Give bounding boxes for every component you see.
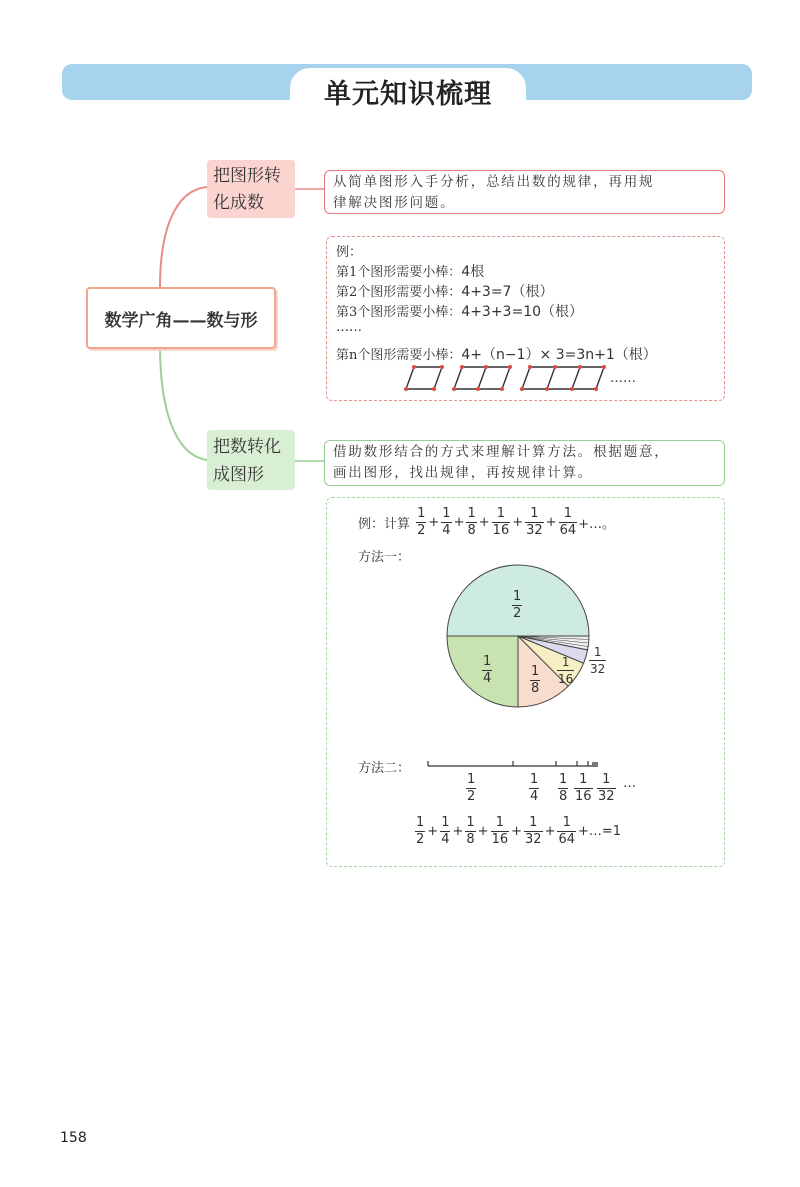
figure-1 bbox=[406, 367, 442, 389]
example-line-1-text: 第1个图形需要小棒： bbox=[336, 265, 462, 280]
series-expression: 例：计算 $\frac{1}{2}$ + $\frac{1}{4}$ + $\frac{1}{8}$ + $\frac{1}{16}$ + $\frac{1}{32}$ + $\frac{1}{64}$ +…。 bbox=[358, 506, 616, 538]
method-2-label: 方法二： bbox=[358, 761, 411, 776]
center-topic bbox=[86, 287, 276, 349]
example-ellipsis: …… bbox=[336, 320, 362, 335]
sum-end: +…=1 bbox=[578, 824, 622, 839]
pie-label-1-16: $\frac{1}{16}$ bbox=[558, 655, 574, 686]
example-line-n-val: 4+（n−1）× 3=3n+1（根） bbox=[461, 347, 657, 363]
note-top-line2: 律解决图形问题。 bbox=[333, 195, 456, 211]
branch-number-to-shape bbox=[207, 430, 295, 490]
line-label-1-32: $\frac{1}{32}$ bbox=[598, 772, 615, 804]
example-line-n-text: 第n个图形需要小棒： bbox=[336, 348, 462, 363]
frac-1-8: $\frac{1}{8}$ bbox=[467, 506, 476, 538]
sum-frac-1-32: $\frac{1}{32}$ bbox=[525, 815, 542, 847]
note-bottom-line2: 画出图形，找出规律，再按规律计算。 bbox=[333, 465, 594, 481]
sum-frac-1-2: $\frac{1}{2}$ bbox=[416, 815, 425, 847]
branch-bottom-line2: 成图形 bbox=[213, 465, 264, 485]
note-shape-to-number bbox=[324, 170, 725, 214]
connector-top bbox=[160, 187, 207, 287]
example-line-3-val: 4+3+3=10（根） bbox=[461, 304, 584, 320]
center-topic-label: 数学广角——数与形 bbox=[104, 310, 258, 331]
page-title: 单元知识梳理 bbox=[324, 79, 492, 110]
series-end: +…。 bbox=[578, 517, 616, 532]
pie-label-1-8: $\frac{1}{8}$ bbox=[531, 664, 540, 696]
sum-frac-1-64: $\frac{1}{64}$ bbox=[558, 815, 576, 847]
example-line-2 bbox=[336, 281, 553, 301]
sum-equation: $\frac{1}{2}$ + $\frac{1}{4}$ + $\frac{1}{8}$ + $\frac{1}{16}$ + $\frac{1}{32}$ + $\frac{1}{64}$ +…=1 bbox=[416, 815, 622, 847]
connector-bottom bbox=[160, 345, 207, 460]
pie-label-1-32: $\frac{1}{32}$ bbox=[590, 645, 606, 676]
sum-frac-1-8: $\frac{1}{8}$ bbox=[466, 815, 475, 847]
sum-frac-1-4: $\frac{1}{4}$ bbox=[441, 815, 450, 847]
frac-1-2: $\frac{1}{2}$ bbox=[417, 506, 426, 538]
branch-top-line1: 把图形转 bbox=[213, 166, 281, 186]
example-line-2-val: 4+3=7（根） bbox=[461, 284, 554, 300]
branch-top-line2: 化成数 bbox=[213, 193, 264, 213]
pie-label-1-4: $\frac{1}{4}$ bbox=[483, 654, 492, 686]
example-line-1 bbox=[336, 261, 484, 281]
example-line-3-text: 第3个图形需要小棒： bbox=[336, 305, 462, 320]
stick-trail: …… bbox=[610, 371, 636, 386]
sum-frac-1-16: $\frac{1}{16}$ bbox=[491, 815, 509, 847]
branch-bottom-line1: 把数转化 bbox=[213, 437, 281, 457]
example-line-n bbox=[336, 344, 657, 364]
line-label-1-2: $\frac{1}{2}$ bbox=[467, 772, 476, 804]
number-line-remainder bbox=[592, 762, 598, 767]
frac-1-16: $\frac{1}{16}$ bbox=[492, 506, 510, 538]
note-number-to-shape bbox=[324, 440, 725, 486]
figure-2 bbox=[454, 367, 510, 389]
note-top-line1: 从简单图形入手分析，总结出数的规律，再用规 bbox=[333, 174, 655, 190]
series-head: 例：计算 bbox=[358, 517, 411, 532]
example-line-3 bbox=[336, 301, 583, 321]
example-line-2-text: 第2个图形需要小棒： bbox=[336, 285, 462, 300]
line-trail: … bbox=[623, 776, 636, 791]
branch-shape-to-number bbox=[207, 160, 295, 218]
page-number: 158 bbox=[60, 1130, 87, 1146]
line-label-1-4: $\frac{1}{4}$ bbox=[530, 772, 539, 804]
method-1-label: 方法一： bbox=[358, 550, 411, 565]
frac-1-64: $\frac{1}{64}$ bbox=[559, 506, 577, 538]
pie-label-1-2: $\frac{1}{2}$ bbox=[513, 589, 522, 621]
example-head: 例： bbox=[336, 245, 363, 260]
note-bottom-line1: 借助数形结合的方式来理解计算方法。根据题意， bbox=[333, 444, 670, 460]
frac-1-32: $\frac{1}{32}$ bbox=[526, 506, 543, 538]
line-label-1-8: $\frac{1}{8}$ bbox=[559, 772, 568, 804]
line-label-1-16: $\frac{1}{16}$ bbox=[575, 772, 592, 804]
example-line-1-val: 4根 bbox=[461, 264, 485, 280]
frac-1-4: $\frac{1}{4}$ bbox=[442, 506, 451, 538]
figure-3 bbox=[522, 367, 604, 389]
